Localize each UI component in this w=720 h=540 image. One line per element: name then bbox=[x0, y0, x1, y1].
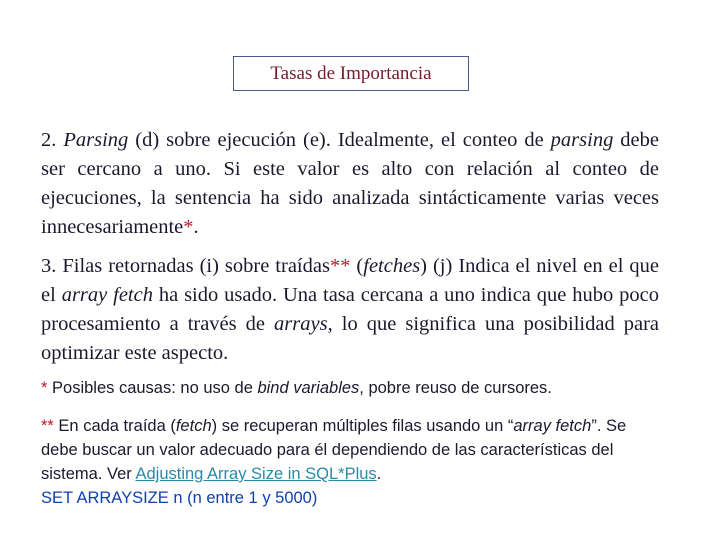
p2-asterisk: * bbox=[183, 216, 194, 238]
note1-text-1: Posibles causas: no uso de bbox=[47, 379, 258, 397]
note2-text-6: . bbox=[376, 465, 382, 483]
p2-term-parsing-2: parsing bbox=[550, 129, 614, 151]
note1-text-3: , pobre reuso de cursores. bbox=[359, 379, 552, 397]
p2-text-7: . bbox=[193, 216, 199, 238]
adjusting-array-size-link[interactable]: Adjusting Array Size in SQL*Plus bbox=[135, 465, 377, 483]
note1-asterisk: * bbox=[41, 379, 48, 397]
set-arraysize-command: SET ARRAYSIZE n (n entre 1 y 5000) bbox=[41, 489, 318, 507]
note2-text-5: ”. Se debe buscar un valor adecuado para él dependiendo de las características del sistema. Ver bbox=[41, 417, 627, 483]
title-text: Tasas de Importancia bbox=[270, 62, 432, 84]
paragraph-rows-ratio bbox=[41, 252, 659, 368]
p3-text-6: Indica el nivel en el que el bbox=[41, 255, 659, 306]
p3-text-8: ha sido usado. Una tasa cercana a uno indica que hubo poco procesamiento a través de bbox=[41, 284, 659, 335]
p2-term-parsing: Parsing bbox=[63, 129, 129, 151]
p3-term-arrays: arrays bbox=[274, 313, 328, 335]
footnote-fetch bbox=[41, 414, 665, 510]
page-title bbox=[233, 56, 469, 91]
note2-double-asterisk: ** bbox=[41, 417, 54, 435]
note2-text-3: ) se recuperan múltiples filas usando un “ bbox=[211, 417, 514, 435]
footnote-parsing bbox=[41, 376, 665, 400]
note2-text-1: En cada traída ( bbox=[53, 417, 176, 435]
p3-double-asterisk: ** bbox=[329, 255, 351, 277]
paragraph-parsing-ratio bbox=[41, 126, 659, 242]
p2-text-3: (d) sobre ejecución (e). Idealmente, el conteo de bbox=[128, 129, 551, 151]
p3-term-array-fetch: array fetch bbox=[61, 284, 153, 306]
p3-text-10: , lo que significa una posibilidad para optimizar este aspecto. bbox=[41, 313, 659, 364]
note1-term-bind-variables: bind variables bbox=[257, 379, 360, 397]
p2-text-5: debe ser cercano a uno. Si este valor es alto con relación al conteo de ejecuciones, la sentencia ha sido analizada sintácticamente varias veces innecesariamente bbox=[41, 129, 659, 238]
p3-term-fetches: fetches bbox=[363, 255, 421, 277]
p3-text-5: ) (j) bbox=[420, 255, 459, 277]
note2-term-array-fetch: array fetch bbox=[513, 417, 592, 435]
p3-text-1: 3. Filas retornadas (i) sobre traídas bbox=[41, 255, 330, 277]
note2-term-fetch: fetch bbox=[175, 417, 212, 435]
p2-text-1: 2. bbox=[41, 129, 64, 151]
p3-text-3: ( bbox=[350, 255, 364, 277]
